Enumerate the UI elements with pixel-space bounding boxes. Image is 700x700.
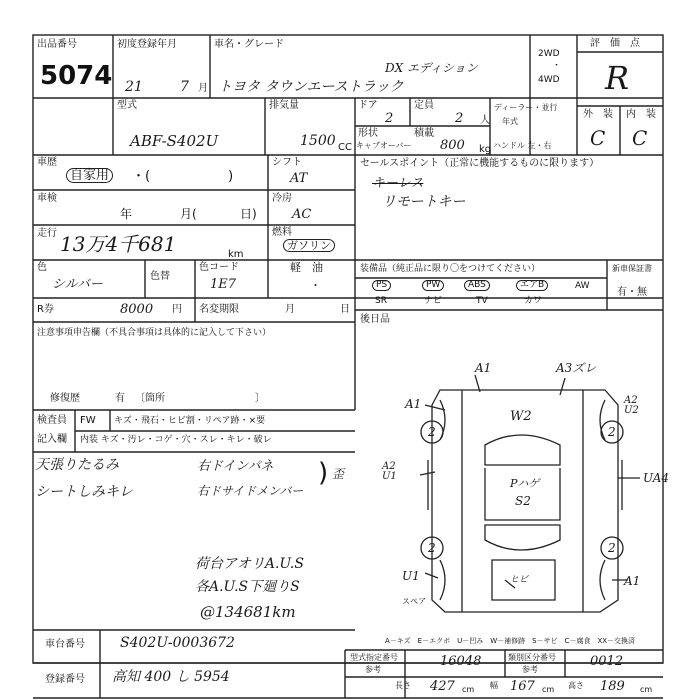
color-code-label: 色コード [199, 262, 239, 273]
model-label: 型式 [117, 100, 137, 111]
name-change-month: 月 [285, 304, 295, 315]
mark-right-a2u2: A2 U2 [624, 395, 639, 416]
registration-label: 登録番号 [45, 674, 85, 685]
width-label: 幅 [490, 681, 498, 690]
drive-4wd: 4WD [538, 75, 560, 85]
chassis-number: S402U-0003672 [120, 635, 235, 651]
capacity: 2 [455, 111, 464, 126]
fuel-label: 燃料 [272, 227, 292, 238]
mark-s2: S2 [515, 494, 531, 508]
history-rest: ・( ) [132, 169, 234, 184]
diagram-legend: A－キズ E－エクボ U－凹み W－補修跡 S－サビ C－腐食 XX－交換済 [385, 637, 636, 645]
mark-tire-fl: 2 [428, 425, 436, 439]
chassis-label: 車台番号 [45, 639, 85, 650]
inspection-year: 年 [120, 207, 133, 221]
loading: 800 [440, 138, 465, 153]
loading-label: 積載 [414, 128, 434, 139]
ext-label: 外 装 [583, 109, 613, 120]
mark-ua4: UA4 [643, 471, 670, 485]
sales-point-value: リモートキー [382, 194, 466, 210]
name-change-day: 日 [340, 304, 350, 315]
remark-door-panel: 右ドインパネ [197, 459, 274, 474]
history-label: 車歴 [37, 157, 57, 168]
mark-rear-u1: U1 [402, 569, 420, 583]
length-value: 427 [430, 679, 455, 694]
later-items-label: 後日品 [360, 314, 390, 325]
type-designation: 16048 [440, 654, 482, 669]
color-code: 1E7 [210, 277, 237, 292]
sales-point-label: セールスポイント（正常に機能するものに限ります） [360, 158, 600, 169]
mark-rear-a1: A1 [624, 574, 641, 588]
category-ref: 参考 [522, 665, 538, 674]
type-designation-label: 型式指定番号 [350, 653, 398, 662]
height-value: 189 [600, 679, 625, 694]
recycle-yen: 円 [172, 304, 182, 315]
displacement-label: 排気量 [269, 100, 299, 111]
car-name: トヨタ タウンエーストラック [218, 79, 404, 95]
year-label: 年式 [502, 117, 518, 126]
fuel-diesel: 軽 油 [290, 261, 323, 274]
first-reg-year: 21 [125, 79, 143, 95]
mark-left-a1: A1 [405, 397, 422, 411]
mark-paint: Pハゲ [510, 477, 540, 490]
equipment-label: 装備品（純正品に限り〇をつけてください） [360, 264, 541, 274]
repair-label: 修復歴 [50, 393, 80, 404]
shape-label: 形状 [358, 128, 378, 139]
mark-front-a3: A3ズレ [556, 361, 597, 375]
equip-aw: AW [575, 281, 590, 291]
new-cert-value: 有・無 [617, 287, 647, 298]
equip-navi: ナビ [424, 296, 443, 306]
repair-value: 有 [115, 393, 125, 404]
name-change-label: 名変期限 [199, 304, 239, 315]
new-cert-label: 新車保証書 [612, 264, 652, 273]
height-label: 高さ [568, 681, 584, 690]
equip-leather: カワ [524, 296, 543, 306]
width-value: 167 [510, 679, 535, 694]
notes-label: 注意事項申告欄（不具合事項は具体的に記入して下さい） [37, 328, 272, 338]
dealer-label: ディーラー・並行 [494, 103, 558, 112]
color-label: 色 [37, 262, 47, 273]
history-value: 自家用 [66, 168, 113, 183]
fuel-dot: ・ [310, 279, 321, 292]
lot-number-label: 出品番号 [37, 39, 77, 50]
model: ABF-S402U [130, 132, 219, 150]
capacity-label: 定員 [414, 100, 434, 111]
remark-distortion: 歪 [332, 467, 345, 481]
height-unit: cm [640, 685, 653, 694]
fw-label: FW [80, 415, 96, 426]
handle-label: ハンドル 左・右 [493, 141, 552, 150]
mileage-unit: km [228, 249, 244, 260]
inspection-month: 月( [180, 207, 197, 221]
inspector-row2: 内装 キズ・汚レ・コゲ・穴・スレ・キレ・破レ [80, 435, 272, 445]
remark-headliner: 天張りたるみ [35, 457, 119, 473]
cooling-value: AC [292, 207, 312, 222]
repair-bracket: 〔箇所 〕 [135, 393, 265, 404]
shape-value: キャブオーバー [356, 141, 412, 150]
score: R [605, 59, 630, 97]
category-number: 0012 [590, 654, 624, 669]
remark-side-member: 右ドサイドメンバー [197, 484, 304, 498]
mark-crack: ヒビ [510, 575, 529, 585]
recycle-amount: 8000 [120, 302, 154, 317]
mark-w2: W2 [510, 409, 532, 424]
kg-unit: kg [479, 144, 492, 155]
mark-tire-fr: 2 [608, 425, 616, 439]
type-ref: 参考 [365, 665, 381, 674]
cooling-label: 冷房 [272, 193, 292, 204]
color-value: シルバー [52, 277, 103, 292]
equip-abs: ABS [464, 280, 490, 291]
category-label: 類別区分番号 [508, 653, 556, 662]
first-reg-label: 初度登録年月 [117, 39, 177, 50]
remark-mileage: @134681km [200, 603, 296, 621]
score-label: 評 価 点 [590, 38, 640, 49]
fuel-gasoline: ガソリン [283, 239, 335, 252]
ext-score: C [590, 126, 606, 150]
displacement: 1500 [300, 133, 336, 149]
mileage-value: 13万4千681 [60, 232, 177, 256]
inspection-day: 日) [240, 207, 257, 221]
person-unit: 人 [480, 115, 490, 126]
int-score: C [632, 126, 648, 150]
car-name-label: 車名・グレード [214, 39, 284, 50]
car-grade: DX エディション [385, 61, 478, 75]
width-unit: cm [542, 685, 555, 694]
shift-label: シフト [272, 157, 302, 168]
entry-label: 記入欄 [37, 434, 67, 445]
mark-left-a2u1: A2 U1 [382, 461, 397, 482]
mark-tire-rl: 2 [428, 541, 436, 555]
inspection-label: 車検 [37, 193, 57, 204]
equip-pw: PW [422, 280, 444, 291]
equip-tv: TV [476, 296, 488, 306]
shift-value: AT [290, 171, 308, 186]
lot-number: 5074 [40, 61, 113, 91]
mileage-label: 走行 [37, 228, 57, 239]
inspector-label: 検査員 [37, 415, 67, 426]
remark-seat: シートしみキレ [35, 484, 133, 500]
doors-label: ドア [358, 100, 378, 111]
remark-underbody: 各A.U.S下廻りS [195, 579, 300, 595]
sales-point-struck: キーレス [372, 176, 424, 191]
month-unit: 月 [198, 83, 208, 94]
color-change-label: 色替 [150, 271, 170, 282]
remark-brace: ) [318, 458, 329, 488]
mark-tire-rr: 2 [608, 541, 616, 555]
recycle-label: R券 [37, 304, 54, 315]
cc-unit: CC [338, 142, 352, 153]
drive-2wd: 2WD [538, 49, 560, 59]
equip-ps: PS [372, 280, 391, 291]
inspector-row1: キズ・飛石・ヒビ割・リペア跡・×要 [114, 416, 266, 426]
registration-number: 高知 400 し 5954 [112, 669, 230, 685]
drive-dot: ・ [552, 61, 562, 71]
equip-sr: SR [375, 296, 387, 306]
mark-front-a1: A1 [475, 361, 492, 375]
length-label: 長さ [395, 681, 411, 690]
remark-bed: 荷台アオリA.U.S [195, 556, 304, 572]
length-unit: cm [462, 685, 475, 694]
doors: 2 [385, 111, 394, 126]
mark-spare: スペア [402, 597, 426, 606]
equip-airbag: エアB [516, 280, 548, 291]
int-label: 内 装 [626, 109, 656, 120]
first-reg-month: 7 [180, 79, 189, 95]
